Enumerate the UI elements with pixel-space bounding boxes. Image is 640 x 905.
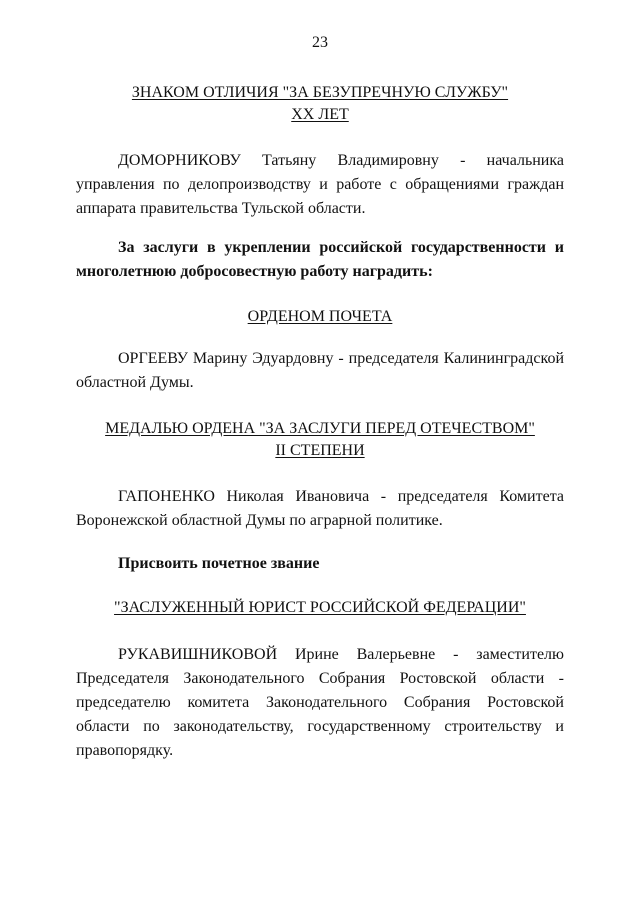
award-heading-2 [0, 306, 640, 328]
award-heading-3-line1: МЕДАЛЬЮ ОРДЕНА "ЗА ЗАСЛУГИ ПЕРЕД ОТЕЧЕСТВОМ" [105, 420, 535, 437]
award-heading-3b [0, 440, 640, 462]
recipient-paragraph-4: РУКАВИШНИКОВОЙ Ирине Валерьевне - заместителю Председателя Законодательного Собрания Ростовской области - председателю комитета Законодательного Собрания Ростовской области по законодательству, государственному строительству и правопорядку. [76, 646, 564, 759]
decree-paragraph: За заслуги в укреплении российской государственности и многолетнюю добросовестную работу наградить: [76, 239, 564, 280]
award-heading-3 [0, 418, 640, 440]
award-heading-1b [0, 104, 640, 126]
award-heading-1-line2: XX ЛЕТ [291, 106, 349, 123]
award-heading-2-line1: ОРДЕНОМ ПОЧЕТА [247, 308, 393, 325]
title-decree-paragraph: Присвоить почетное звание [118, 555, 320, 572]
recipient-paragraph-2: ОРГЕЕВУ Марину Эдуардовну - председателя Калининградской областной Думы. [76, 350, 564, 391]
award-heading-4-line1: "ЗАСЛУЖЕННЫЙ ЮРИСТ РОССИЙСКОЙ ФЕДЕРАЦИИ" [114, 599, 526, 616]
award-heading-1-line1: ЗНАКОМ ОТЛИЧИЯ "ЗА БЕЗУПРЕЧНУЮ СЛУЖБУ" [131, 84, 509, 101]
award-heading-1 [0, 82, 640, 104]
award-heading-3-line2: II СТЕПЕНИ [275, 442, 365, 459]
recipient-paragraph-3: ГАПОНЕНКО Николая Ивановича - председателя Комитета Воронежской областной Думы по аграрной политике. [76, 488, 564, 529]
page-number: 23 [312, 34, 328, 51]
award-heading-4 [0, 597, 640, 619]
recipient-paragraph-1: ДОМОРНИКОВУ Татьяну Владимировну - начальника управления по делопроизводству и работе с обращениями граждан аппарата правительства Тульской области. [76, 152, 564, 217]
